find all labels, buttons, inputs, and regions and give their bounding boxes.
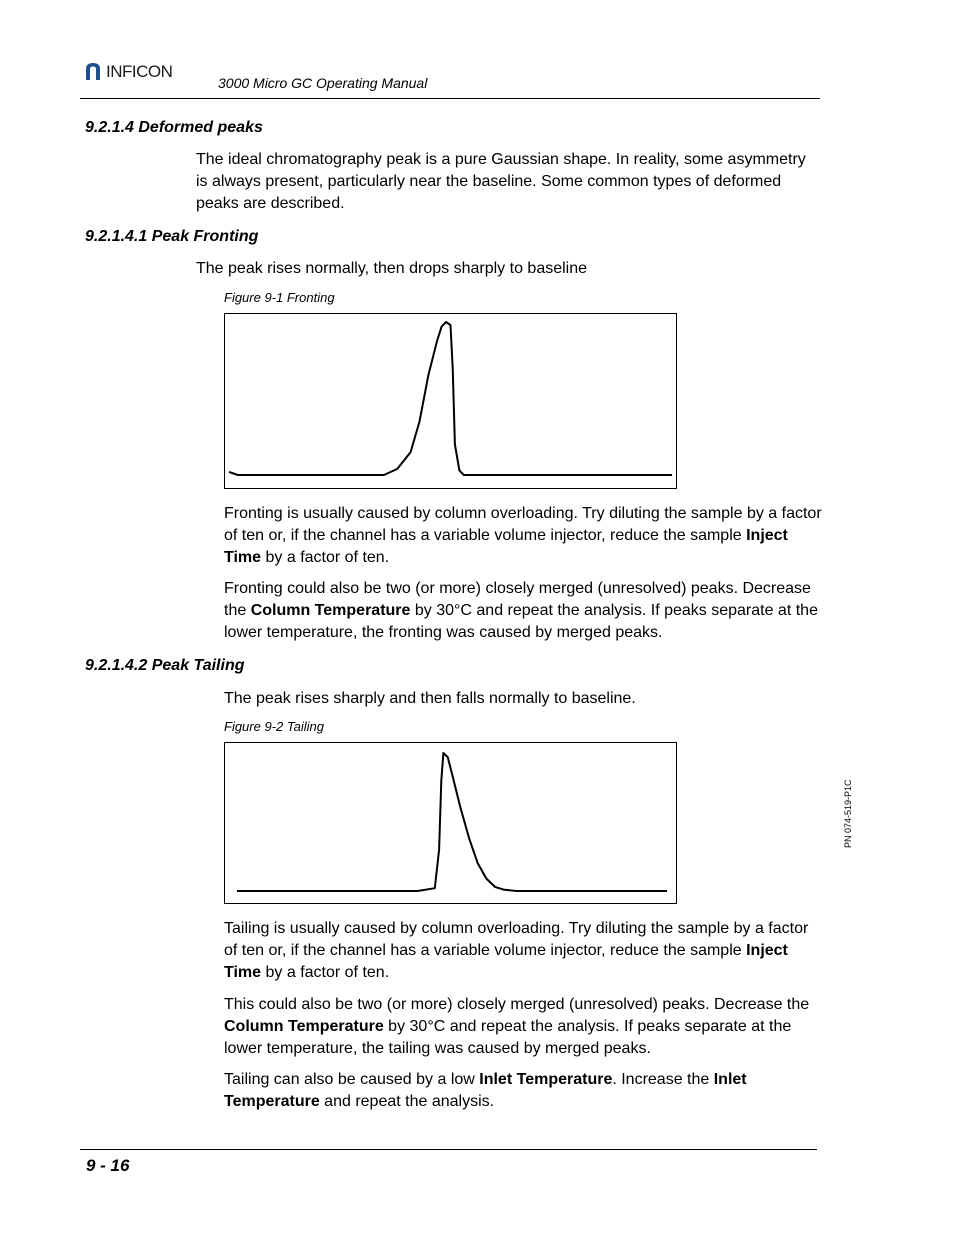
section-heading-deformed: 9.2.1.4 Deformed peaks xyxy=(85,119,263,136)
tailing-paragraph-1: Tailing is usually caused by column overloading. Try diluting the sample by a factor of ten or, if the channel has a variable volume injector, reduce the sample Inject Time by a factor of ten. xyxy=(224,920,809,981)
fronting-intro-text: The peak rises normally, then drops sharply to baseline xyxy=(196,260,588,277)
chromatogram-trace xyxy=(237,753,667,891)
deformed-intro-text: The ideal chromatography peak is a pure Gaussian shape. In reality, some asymmetry is always present, particularly near the baseline. Some common types of deformed peaks are described. xyxy=(196,151,806,212)
figure-fronting xyxy=(224,313,677,489)
manual-title: 3000 Micro GC Operating Manual xyxy=(218,75,428,91)
tailing-intro-text: The peak rises sharply and then falls normally to baseline. xyxy=(224,690,636,707)
logo-text: INFICON xyxy=(106,62,173,81)
header-rule xyxy=(80,98,820,99)
figure-tailing xyxy=(224,742,677,904)
part-number: PN 074-519-P1C xyxy=(843,779,853,848)
inficon-logo xyxy=(82,58,202,84)
fronting-chart xyxy=(225,314,676,488)
section-heading-tailing: 9.2.1.4.2 Peak Tailing xyxy=(85,657,245,674)
tailing-paragraph-3: Tailing can also be caused by a low Inlet Temperature. Increase the Inlet Temperature and repeat the analysis. xyxy=(224,1071,747,1110)
tailing-chart xyxy=(225,743,676,903)
footer-rule xyxy=(80,1149,817,1150)
section-heading-fronting: 9.2.1.4.1 Peak Fronting xyxy=(85,228,259,245)
chromatogram-trace xyxy=(229,322,672,475)
fronting-paragraph-2: Fronting could also be two (or more) closely merged (unresolved) peaks. Decrease the Column Temperature by 30°C and repeat the analysis. If peaks separate at the lower temperature, the fronting was caused by merged peaks. xyxy=(224,580,818,641)
page-number: 9 - 16 xyxy=(86,1156,130,1175)
tailing-paragraph-2: This could also be two (or more) closely merged (unresolved) peaks. Decrease the Column Temperature by 30°C and repeat the analysis. If peaks separate at the lower temperature, the tailing was caused by merged peaks. xyxy=(224,996,810,1057)
figure-caption-fronting: Figure 9-1 Fronting xyxy=(224,290,335,305)
inficon-logo-icon xyxy=(82,60,104,82)
fronting-paragraph-1: Fronting is usually caused by column overloading. Try diluting the sample by a factor of ten or, if the channel has a variable volume injector, reduce the sample Inject Time by a factor of ten. xyxy=(224,505,822,566)
figure-caption-tailing: Figure 9-2 Tailing xyxy=(224,719,324,734)
